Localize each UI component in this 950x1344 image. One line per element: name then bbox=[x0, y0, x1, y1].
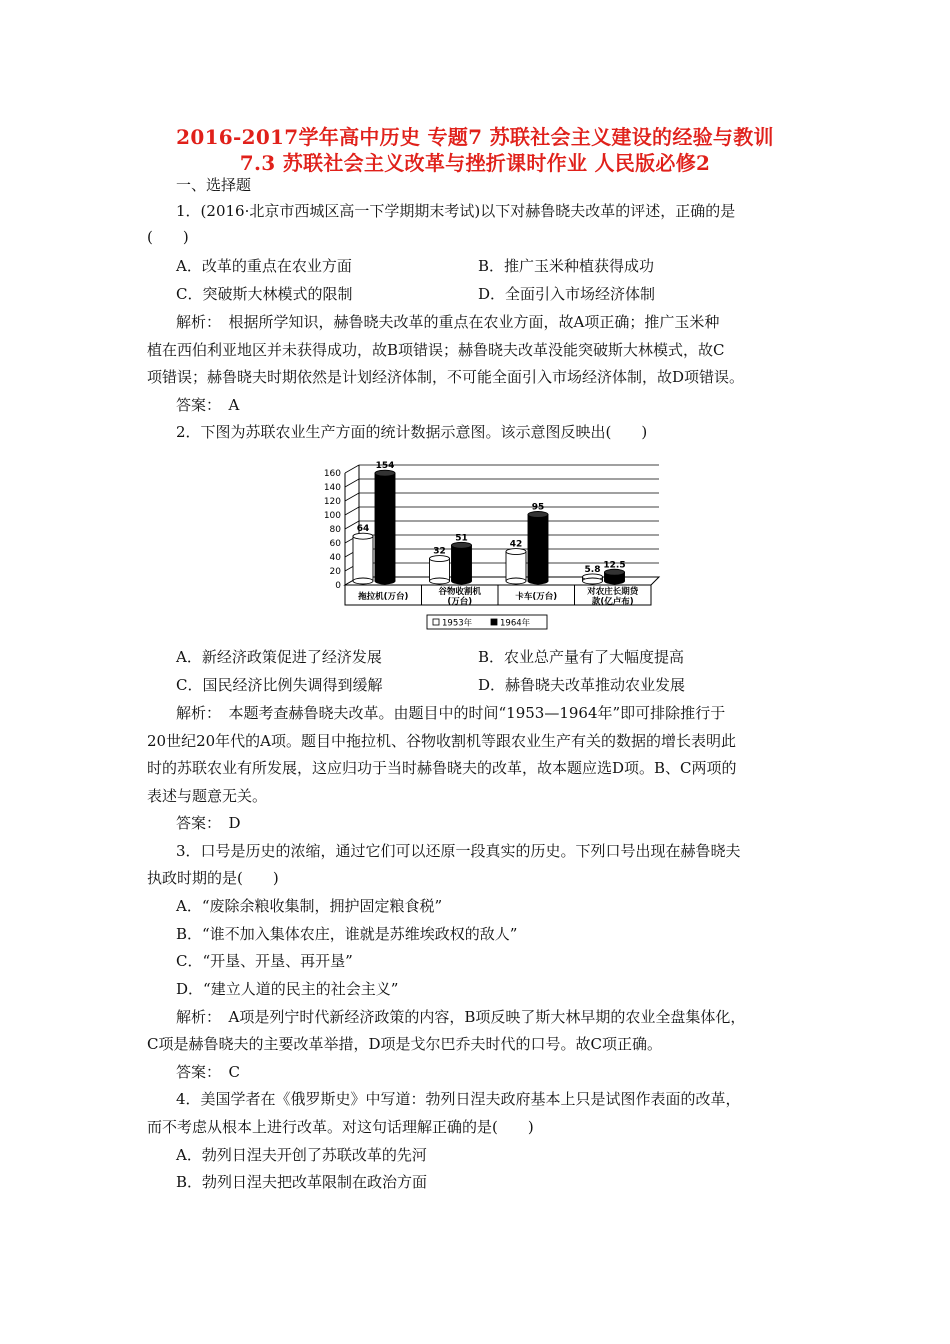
q3-option-a: A．“废除余粮收集制，拥护固定粮食税” bbox=[176, 897, 443, 915]
q4-option-b: B．勃列日涅夫把改革限制在政治方面 bbox=[176, 1173, 428, 1191]
grid-depth-line bbox=[345, 465, 359, 473]
bar-value-label: 95 bbox=[531, 502, 545, 513]
bar-bottom bbox=[452, 578, 472, 584]
y-tick-label: 80 bbox=[329, 525, 341, 535]
q1-option-a: A．改革的重点在农业方面 bbox=[176, 257, 352, 275]
y-tick-label: 20 bbox=[329, 567, 341, 577]
q3-option-d: D．“建立人道的民主的社会主义” bbox=[176, 980, 399, 998]
q2-analysis-line-2: 20世纪20年代的A项。题目中拖拉机、谷物收割机等跟农业生产有关的数据的增长表明此 bbox=[147, 732, 737, 750]
grid-depth-line bbox=[345, 507, 359, 515]
y-tick-label: 120 bbox=[323, 497, 341, 507]
category-label: (万台) bbox=[447, 597, 473, 607]
bar-bottom bbox=[528, 578, 548, 584]
bar-1964 bbox=[528, 515, 548, 582]
category-label: 对农庄长期贷 bbox=[587, 587, 639, 597]
y-tick-label: 60 bbox=[329, 539, 341, 549]
bar-bottom bbox=[430, 578, 450, 584]
q2-analysis-line-3: 时的苏联农业有所发展，这应归功于当时赫鲁晓夫的改革，故本题应选D项。B、C两项的 bbox=[147, 759, 737, 777]
q3-answer: 答案： C bbox=[176, 1063, 240, 1081]
q3-analysis-line-1: 解析： A项是列宁时代新经济政策的内容，B项反映了斯大林早期的农业全盘集体化， bbox=[176, 1008, 746, 1026]
q1-option-b: B．推广玉米种植获得成功 bbox=[478, 257, 655, 275]
grid-depth-line bbox=[345, 479, 359, 487]
bar-value-label: 32 bbox=[433, 546, 446, 557]
q4-option-a: A．勃列日涅夫开创了苏联改革的先河 bbox=[176, 1146, 427, 1164]
y-tick-label: 0 bbox=[335, 581, 341, 591]
bar-bottom bbox=[375, 578, 395, 584]
q4-stem-line-2: 而不考虑从根本上进行改革。对这句话理解正确的是( ) bbox=[147, 1118, 534, 1136]
bar-1964 bbox=[375, 473, 395, 581]
q2-analysis-line-4: 表述与题意无关。 bbox=[147, 787, 268, 805]
q3-stem-line-1: 3．口号是历史的浓缩，通过它们可以还原一段真实的历史。下列口号出现在赫鲁晓夫 bbox=[176, 842, 741, 860]
q2-option-c: C．国民经济比例失调得到缓解 bbox=[176, 676, 383, 694]
legend-label: 1964年 bbox=[500, 618, 531, 629]
q3-stem-line-2: 执政时期的是( ) bbox=[147, 869, 279, 887]
category-label: 款(亿卢布) bbox=[591, 597, 634, 607]
q3-option-b: B．“谁不加入集体农庄，谁就是苏维埃政权的敌人” bbox=[176, 925, 518, 943]
section-heading: 一、选择题 bbox=[176, 176, 252, 194]
legend-label: 1953年 bbox=[442, 618, 473, 629]
document-title-line-2: 7.3 苏联社会主义改革与挫折课时作业 人民版必修2 bbox=[239, 151, 711, 175]
q2-answer: 答案： D bbox=[176, 814, 241, 832]
document-title-line-1: 2016-2017学年高中历史 专题7 苏联社会主义建设的经验与教训 bbox=[176, 125, 774, 149]
legend-swatch bbox=[491, 619, 497, 625]
bar-1953 bbox=[506, 552, 526, 581]
bar-bottom bbox=[353, 578, 373, 584]
q3-option-c: C．“开垦、开垦、再开垦” bbox=[176, 952, 353, 970]
bar-value-label: 51 bbox=[455, 533, 468, 544]
q2-option-d: D．赫鲁晓夫改革推动农业发展 bbox=[478, 676, 686, 694]
bar-value-label: 42 bbox=[509, 539, 523, 550]
q1-option-c: C．突破斯大林模式的限制 bbox=[176, 285, 353, 303]
q2-stem: 2．下图为苏联农业生产方面的统计数据示意图。该示意图反映出( ) bbox=[176, 423, 648, 441]
bar-bottom bbox=[605, 578, 625, 584]
q1-analysis-line-1: 解析： 根据所学知识，赫鲁晓夫改革的重点在农业方面，故A项正确；推广玉米种 bbox=[176, 313, 720, 331]
q3-analysis-line-2: C项是赫鲁晓夫的主要改革举措，D项是戈尔巴乔夫时代的口号。故C项正确。 bbox=[147, 1035, 662, 1053]
bar-1953 bbox=[353, 536, 373, 581]
q1-analysis-line-2: 植在西伯利亚地区并未获得成功，故B项错误；赫鲁晓夫改革没能突破斯大林模式，故C bbox=[147, 341, 725, 359]
q1-option-d: D．全面引入市场经济体制 bbox=[478, 285, 656, 303]
grid-depth-line bbox=[345, 493, 359, 501]
bar-value-label: 12.5 bbox=[603, 560, 626, 571]
y-tick-label: 140 bbox=[323, 483, 341, 493]
q1-answer: 答案： A bbox=[176, 396, 240, 414]
category-label: 谷物收割机 bbox=[438, 587, 482, 597]
bar-bottom bbox=[506, 578, 526, 584]
bar-bottom bbox=[583, 578, 603, 584]
category-label: 卡车(万台) bbox=[515, 592, 558, 602]
q2-option-a: A．新经济政策促进了经济发展 bbox=[176, 648, 382, 666]
y-tick-label: 40 bbox=[329, 553, 341, 563]
bar-value-label: 5.8 bbox=[584, 564, 601, 575]
bar-1964 bbox=[452, 545, 472, 581]
bar-value-label: 64 bbox=[356, 524, 370, 535]
y-tick-label: 100 bbox=[323, 511, 341, 521]
q2-option-b: B．农业总产量有了大幅度提高 bbox=[478, 648, 685, 666]
category-label: 拖拉机(万台) bbox=[358, 592, 409, 602]
legend-swatch bbox=[433, 619, 439, 625]
q1-analysis-line-3: 项错误；赫鲁晓夫时期依然是计划经济体制，不可能全面引入市场经济体制，故D项错误。 bbox=[147, 368, 745, 386]
q2-analysis-line-1: 解析： 本题考查赫鲁晓夫改革。由题目中的时间“1953—1964年”即可排除推行于 bbox=[176, 704, 726, 722]
q1-stem-line-2: ( ) bbox=[147, 228, 189, 246]
q4-stem-line-1: 4．美国学者在《俄罗斯史》中写道：勃列日涅夫政府基本上只是试图作表面的改革， bbox=[176, 1090, 741, 1108]
q1-stem-line-1: 1．(2016·北京市西城区高一下学期期末考试)以下对赫鲁晓夫改革的评述，正确的是 bbox=[176, 202, 736, 220]
agricultural-statistics-bar-chart bbox=[315, 455, 665, 635]
bar-value-label: 154 bbox=[375, 461, 395, 472]
y-tick-label: 160 bbox=[323, 469, 341, 479]
